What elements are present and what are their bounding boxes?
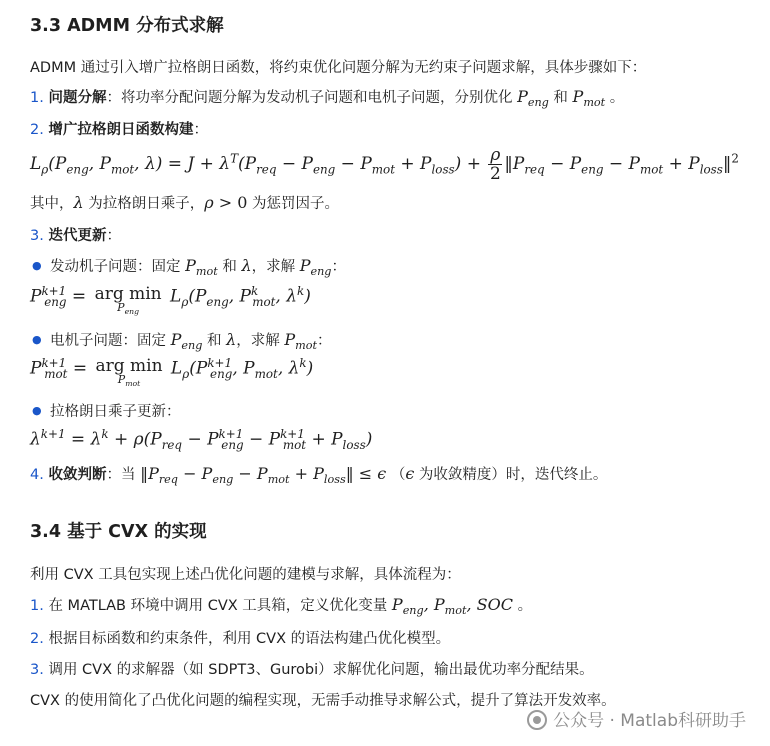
text: ： [316,333,332,349]
text: 。 [512,598,533,614]
math-p-mot: $P_{mot}$ [185,256,218,279]
math-p-mot: $P_{mot}$ [284,330,317,353]
text: 为拉格朗日乘子， [83,196,205,212]
text: 发动机子问题：固定 [50,259,186,275]
step-text: 和 [548,90,573,106]
bullet-motor-subproblem [50,329,331,352]
text: 拉格朗日乘子更新： [50,404,181,420]
step-number: 2. [30,631,44,647]
step-text: ：将功率分配问题分解为发动机子问题和电机子问题，分别优化 [106,90,518,106]
text: 和 [202,333,227,349]
step-2 [30,118,208,139]
step-text: 。 [605,90,625,106]
text: 在 MATLAB 环境中调用 CVX 工具箱，定义优化变量 [48,598,392,614]
math-variables: $P_{eng}$, $P_{mot}$, SOC [391,595,513,618]
math-lambda: λ [226,330,237,349]
step-number: 1. [30,598,44,614]
intro-paragraph: ADMM 通过引入增广拉格朗日函数，将约束优化问题分解为无约束子问题求解，具体步骤如下： [30,60,647,76]
math-p-eng: $P_{eng}$ [517,87,549,110]
step-1 [30,86,624,109]
bullet-dot: ● [32,259,42,272]
math-epsilon: ϵ [405,464,415,483]
text: 和 [217,259,242,275]
step-text: ： [106,228,121,244]
step-4 [30,463,607,486]
text: 根据目标函数和约束条件，利用 CVX 的语法构建凸优化模型。 [48,631,451,647]
step-number: 1. [30,90,44,106]
step-number: 3. [30,228,44,244]
cvx-step-3 [30,658,594,679]
equation-augmented-lagrangian: $L_\rho(P_{eng}$, $P_{mot}$, $\lambda) = J + \lambda^T(P_{req} - P_{eng} - P_{mot} + P_{loss})$ + $\frac{\rho}{2}$ $‖P_{req} - P_{eng} - P_{mot}$ + $P_{loss}‖^2$ [30,145,739,184]
math-p-eng: $P_{eng}$ [299,256,332,279]
step-heading: 增广拉格朗日函数构建 [48,122,194,138]
step-heading: 迭代更新 [48,228,107,244]
step-heading: 问题分解 [48,90,107,106]
math-rho-positive: ρ > 0 [204,193,248,212]
cvx-step-2 [30,627,450,648]
section-title-3-3: 3.3 ADMM 分布式求解 [30,16,224,36]
bullet-engine-subproblem [50,255,346,278]
equation-motor-update: $P^{k+1}_{mot}$ = arg min $P_{mot}$ $L_\rho(P^{k+1}_{eng}$, $P_{mot}$, $\lambda^k$) [30,356,314,389]
math-lambda: λ [241,256,252,275]
equation-lambda-update: $\lambda^{k+1} = \lambda^k + \rho(P_{req} - P^{k+1}_{eng} - P^{k+1}_{mot} + P_{loss})$ [30,427,373,453]
where-paragraph [30,192,339,213]
text: （ [386,467,406,483]
equation-engine-update: $P^{k+1}_{eng}$ = arg min $P_{eng}$ $L_\rho(P_{eng}$, $P^k_{mot}$, $\lambda^k$) [30,284,311,317]
math-p-mot: $P_{mot}$ [572,87,606,110]
text: 为惩罚因子。 [247,196,340,212]
text: ： [331,259,346,275]
step-text: ： [193,122,208,138]
section-title-3-4: 3.4 基于 CVX 的实现 [30,522,207,542]
step-number: 3. [30,662,44,678]
text: 为收敛精度）时，迭代终止。 [414,467,608,483]
cvx-step-1 [30,594,532,617]
step-heading: 收敛判断 [48,467,107,483]
text: 电机子问题：固定 [50,333,171,349]
math-convergence-condition: $‖P_{req} - P_{eng} - P_{mot}$ + $P_{loss}‖ \le \epsilon$ [140,464,387,487]
math-lambda: λ [73,193,84,212]
text: ，求解 [251,259,300,275]
text: ，求解 [236,333,285,349]
text: 调用 CVX 的求解器（如 SDPT3、Gurobi）求解优化问题，输出最优功率分配结果。 [48,662,594,678]
math-p-eng: $P_{eng}$ [170,330,203,353]
bullet-multiplier-update [50,400,181,421]
bullet-dot: ● [32,333,42,346]
text: 其中， [30,196,74,212]
watermark-text: 公众号 · Matlab科研助手 [553,711,746,731]
step-number: 4. [30,467,44,483]
watermark [527,706,746,731]
step-3 [30,224,121,245]
wechat-icon [527,710,547,730]
step-number: 2. [30,122,44,138]
bullet-dot: ● [32,404,42,417]
cvx-intro-paragraph: 利用 CVX 工具包实现上述凸优化问题的建模与求解，具体流程为： [30,567,461,583]
text: ：当 [106,467,141,483]
cvx-outro-paragraph: CVX 的使用简化了凸优化问题的编程实现，无需手动推导求解公式，提升了算法开发效率。 [30,693,616,709]
